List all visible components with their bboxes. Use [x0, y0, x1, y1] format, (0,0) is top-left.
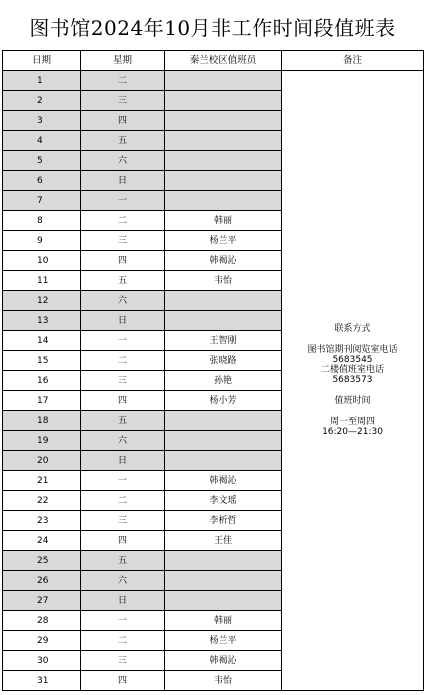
reading-room-phone: 5683545: [332, 355, 373, 365]
weekday-cell: 四: [81, 671, 165, 691]
staff-cell: [165, 451, 282, 471]
date-cell: 30: [3, 651, 81, 671]
staff-cell: [165, 411, 282, 431]
date-cell: 16: [3, 371, 81, 391]
duty-days: 周一至周四: [329, 417, 375, 427]
second-floor-phone: 5683573: [332, 375, 373, 385]
staff-cell: 杨兰平: [165, 631, 282, 651]
date-cell: 8: [3, 211, 81, 231]
header-date: 日期: [3, 51, 81, 71]
date-cell: 28: [3, 611, 81, 631]
weekday-cell: 二: [81, 491, 165, 511]
staff-cell: [165, 111, 282, 131]
note-spacer: [282, 334, 423, 345]
date-cell: 3: [3, 111, 81, 131]
staff-cell: [165, 71, 282, 91]
staff-cell: 王佳: [165, 531, 282, 551]
date-cell: 18: [3, 411, 81, 431]
weekday-cell: 六: [81, 291, 165, 311]
staff-cell: [165, 431, 282, 451]
date-cell: 17: [3, 391, 81, 411]
staff-cell: [165, 591, 282, 611]
date-cell: 13: [3, 311, 81, 331]
weekday-cell: 三: [81, 231, 165, 251]
date-cell: 29: [3, 631, 81, 651]
staff-cell: 韦怡: [165, 271, 282, 291]
date-cell: 31: [3, 671, 81, 691]
weekday-cell: 日: [81, 171, 165, 191]
staff-cell: 韩丽: [165, 611, 282, 631]
roster-table: [2, 50, 424, 691]
header-weekday: 星期: [81, 51, 165, 71]
weekday-cell: 四: [81, 251, 165, 271]
weekday-cell: 二: [81, 631, 165, 651]
roster-body: [3, 71, 424, 691]
date-cell: 22: [3, 491, 81, 511]
staff-cell: 孙艳: [165, 371, 282, 391]
date-cell: 23: [3, 511, 81, 531]
staff-cell: [165, 91, 282, 111]
duty-hours: 16:20—21:30: [322, 427, 383, 437]
weekday-cell: 一: [81, 611, 165, 631]
note-spacer: [282, 385, 423, 396]
weekday-cell: 五: [81, 411, 165, 431]
staff-cell: 韩褐沁: [165, 471, 282, 491]
notes-cell: [282, 71, 424, 691]
second-floor-label: 二楼值班室电话: [320, 365, 384, 375]
date-cell: 14: [3, 331, 81, 351]
duty-time-heading: 值班时间: [334, 396, 371, 406]
weekday-cell: 日: [81, 591, 165, 611]
staff-cell: 韩褐沁: [165, 651, 282, 671]
date-cell: 19: [3, 431, 81, 451]
date-cell: 24: [3, 531, 81, 551]
staff-cell: 张晓路: [165, 351, 282, 371]
page-title: 图书馆2024年10月非工作时间段值班表: [29, 15, 396, 40]
date-cell: 10: [3, 251, 81, 271]
header-notes: 备注: [282, 51, 424, 71]
date-cell: 5: [3, 151, 81, 171]
weekday-cell: 二: [81, 351, 165, 371]
header-staff: 秦兰校区值班员: [165, 51, 282, 71]
staff-cell: [165, 291, 282, 311]
weekday-cell: 五: [81, 551, 165, 571]
staff-cell: [165, 191, 282, 211]
note-spacer: [282, 406, 423, 417]
weekday-cell: 五: [81, 271, 165, 291]
staff-cell: 李析哲: [165, 511, 282, 531]
weekday-cell: 六: [81, 431, 165, 451]
date-cell: 4: [3, 131, 81, 151]
staff-cell: 李文瑶: [165, 491, 282, 511]
contact-heading: 联系方式: [334, 324, 371, 334]
weekday-cell: 三: [81, 651, 165, 671]
staff-cell: 杨小芳: [165, 391, 282, 411]
weekday-cell: 五: [81, 131, 165, 151]
date-cell: 25: [3, 551, 81, 571]
weekday-cell: 四: [81, 531, 165, 551]
date-cell: 12: [3, 291, 81, 311]
table-row: [3, 71, 424, 91]
weekday-cell: 日: [81, 311, 165, 331]
staff-cell: [165, 171, 282, 191]
weekday-cell: 四: [81, 111, 165, 131]
staff-cell: 王智刚: [165, 331, 282, 351]
weekday-cell: 一: [81, 471, 165, 491]
weekday-cell: 日: [81, 451, 165, 471]
weekday-cell: 四: [81, 391, 165, 411]
weekday-cell: 三: [81, 511, 165, 531]
weekday-cell: 一: [81, 191, 165, 211]
duty-roster-sheet: [2, 6, 423, 692]
weekday-cell: 一: [81, 331, 165, 351]
weekday-cell: 二: [81, 71, 165, 91]
staff-cell: 韩褐沁: [165, 251, 282, 271]
weekday-cell: 三: [81, 91, 165, 111]
reading-room-label: 图书馆期刊阅览室电话: [307, 345, 398, 355]
staff-cell: [165, 551, 282, 571]
staff-cell: [165, 131, 282, 151]
weekday-cell: 六: [81, 571, 165, 591]
weekday-cell: 二: [81, 211, 165, 231]
staff-cell: 杨兰平: [165, 231, 282, 251]
staff-cell: 韦怡: [165, 671, 282, 691]
date-cell: 15: [3, 351, 81, 371]
date-cell: 2: [3, 91, 81, 111]
staff-cell: [165, 151, 282, 171]
date-cell: 7: [3, 191, 81, 211]
staff-cell: 韩丽: [165, 211, 282, 231]
header-row: [3, 51, 424, 71]
date-cell: 9: [3, 231, 81, 251]
date-cell: 11: [3, 271, 81, 291]
date-cell: 20: [3, 451, 81, 471]
date-cell: 21: [3, 471, 81, 491]
weekday-cell: 三: [81, 371, 165, 391]
date-cell: 26: [3, 571, 81, 591]
date-cell: 6: [3, 171, 81, 191]
date-cell: 27: [3, 591, 81, 611]
weekday-cell: 六: [81, 151, 165, 171]
staff-cell: [165, 571, 282, 591]
date-cell: 1: [3, 71, 81, 91]
staff-cell: [165, 311, 282, 331]
